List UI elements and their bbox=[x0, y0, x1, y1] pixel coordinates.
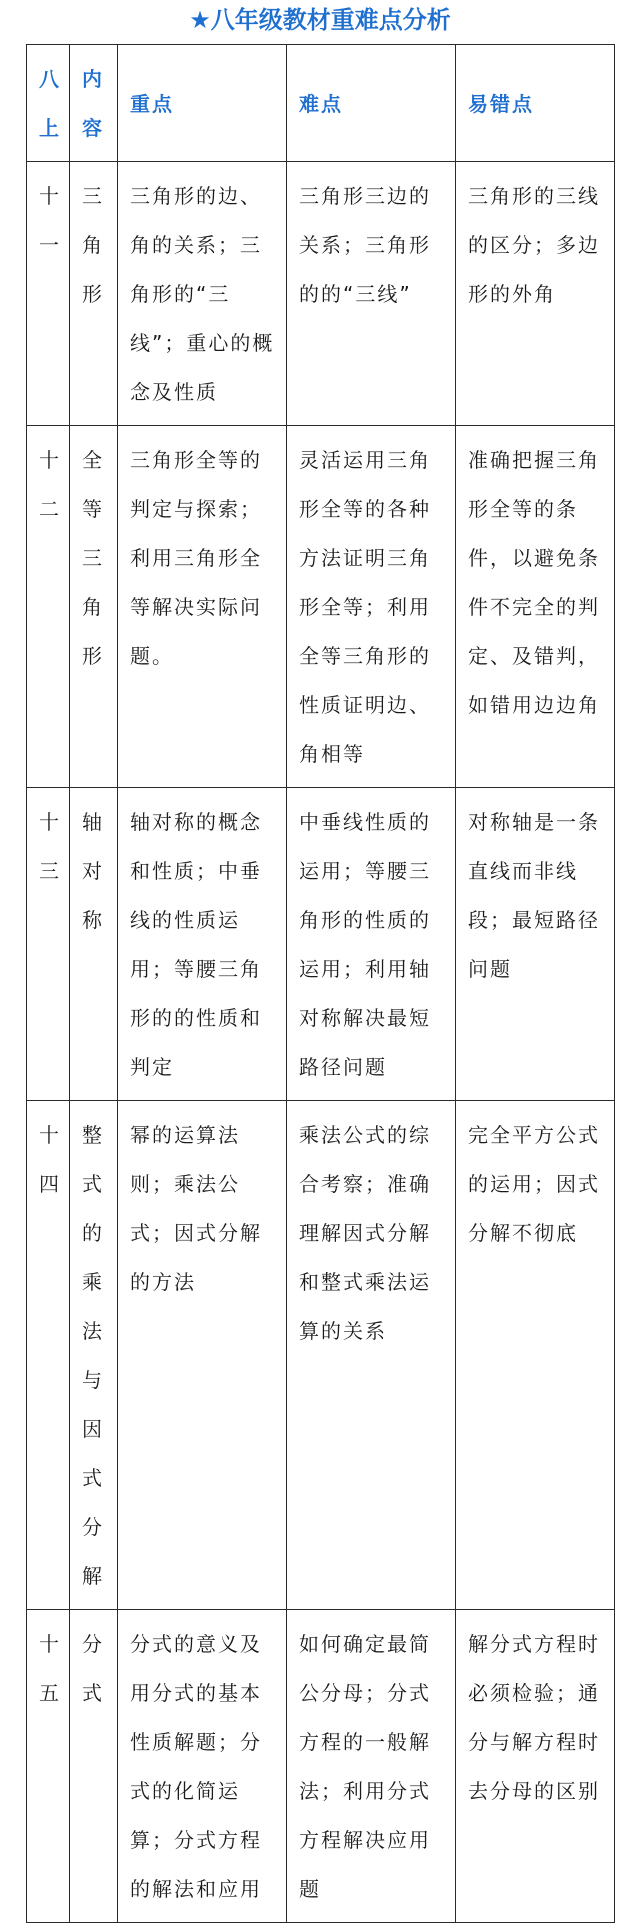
table-row bbox=[27, 1101, 615, 1610]
topic-cell: 轴对称 bbox=[70, 788, 118, 1101]
key-points-cell: 轴对称的概念和性质；中垂线的性质运用；等腰三角形的的性质和判定 bbox=[118, 788, 287, 1101]
topic-cell: 三角形 bbox=[70, 162, 118, 426]
table-row bbox=[27, 1610, 615, 1923]
table-row bbox=[27, 426, 615, 788]
chapter-cell: 十五 bbox=[27, 1610, 70, 1923]
table-row bbox=[27, 788, 615, 1101]
error-prone-cell: 准确把握三角形全等的条件，以避免条件不完全的判定、及错判，如错用边边角 bbox=[456, 426, 615, 788]
table-row bbox=[27, 162, 615, 426]
key-points-cell: 幂的运算法则；乘法公式；因式分解的方法 bbox=[118, 1101, 287, 1610]
difficulties-cell: 灵活运用三角形全等的各种方法证明三角形全等；利用全等三角形的性质证明边、角相等 bbox=[287, 426, 456, 788]
topic-cell: 整式的乘法与因式分解 bbox=[70, 1101, 118, 1610]
table-header-row bbox=[27, 45, 615, 162]
chapter-cell: 十二 bbox=[27, 426, 70, 788]
chapter-cell: 十三 bbox=[27, 788, 70, 1101]
difficulties-cell: 三角形三边的关系；三角形的的“三线” bbox=[287, 162, 456, 426]
error-prone-cell: 解分式方程时必须检验；通分与解方程时去分母的区别 bbox=[456, 1610, 615, 1923]
key-points-cell: 三角形全等的判定与探索；利用三角形全等解决实际问题。 bbox=[118, 426, 287, 788]
key-points-cell: 三角形的边、角的关系；三角形的“三线”；重心的概念及性质 bbox=[118, 162, 287, 426]
difficulties-cell: 如何确定最简公分母；分式方程的一般解法；利用分式方程解决应用题 bbox=[287, 1610, 456, 1923]
error-prone-cell: 完全平方公式的运用；因式分解不彻底 bbox=[456, 1101, 615, 1610]
error-prone-cell: 对称轴是一条直线而非线段；最短路径问题 bbox=[456, 788, 615, 1101]
page-title: ★八年级教材重难点分析 bbox=[189, 6, 451, 34]
header-error-prone: 易错点 bbox=[456, 45, 615, 162]
header-key-points: 重点 bbox=[118, 45, 287, 162]
key-points-cell: 分式的意义及用分式的基本性质解题；分式的化简运算；分式方程的解法和应用 bbox=[118, 1610, 287, 1923]
header-content: 内容 bbox=[70, 45, 118, 162]
analysis-table bbox=[26, 44, 615, 1923]
chapter-cell: 十四 bbox=[27, 1101, 70, 1610]
topic-cell: 全等三角形 bbox=[70, 426, 118, 788]
header-grade: 八上 bbox=[27, 45, 70, 162]
header-difficulties: 难点 bbox=[287, 45, 456, 162]
topic-cell: 分式 bbox=[70, 1610, 118, 1923]
chapter-cell: 十一 bbox=[27, 162, 70, 426]
difficulties-cell: 乘法公式的综合考察；准确理解因式分解和整式乘法运算的关系 bbox=[287, 1101, 456, 1610]
difficulties-cell: 中垂线性质的运用；等腰三角形的性质的运用；利用轴对称解决最短路径问题 bbox=[287, 788, 456, 1101]
error-prone-cell: 三角形的三线的区分；多边形的外角 bbox=[456, 162, 615, 426]
